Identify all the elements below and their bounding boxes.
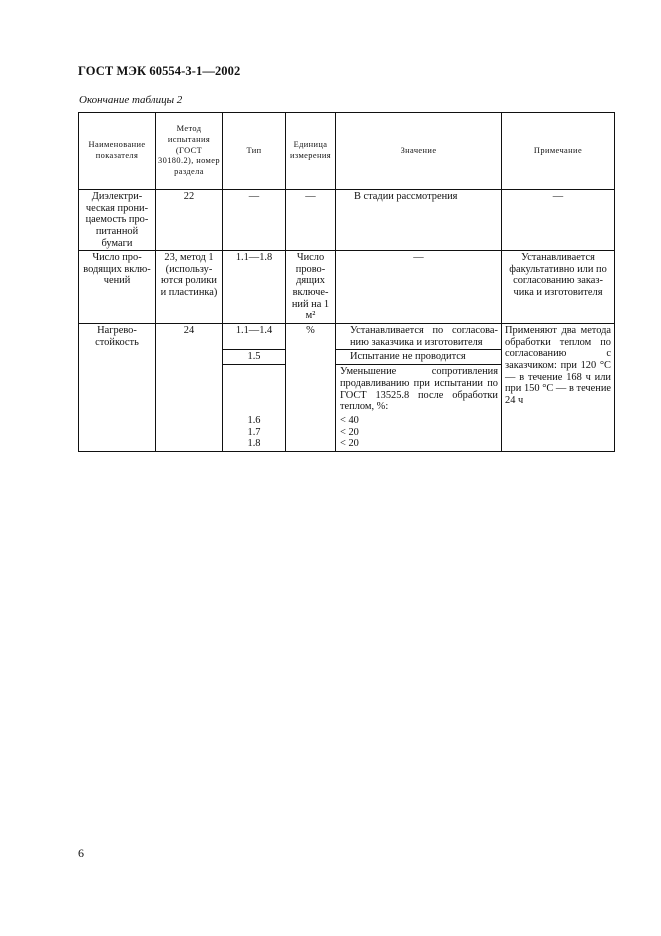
table-row [79, 251, 615, 324]
type-item: 1.7 [247, 426, 261, 438]
cell-value: — [336, 251, 502, 324]
type-list [226, 415, 282, 450]
table-caption: Окончание таблицы 2 [79, 94, 183, 106]
cell-method: 23, метод 1 (используются ролики и пластинка) [156, 251, 223, 324]
cell-type [223, 365, 286, 451]
cell-parameter: Диэлектрическая проницаемость пропитанной бумаги [79, 190, 156, 251]
column-header-type: Тип [223, 113, 286, 190]
cell-type: 1.1—1.4 [223, 324, 286, 350]
cell-parameter: Число проводящих включений [79, 251, 156, 324]
cell-value: Испытание не проводится [336, 350, 502, 365]
page-number: 6 [78, 846, 84, 860]
cell-method: 24 [156, 324, 223, 452]
value-item: < 20 [340, 426, 359, 438]
cell-method: 22 [156, 190, 223, 251]
cell-parameter: Нагревостойкость [79, 324, 156, 452]
table-row [79, 190, 615, 251]
cell-note: — [502, 190, 615, 251]
specification-table [78, 112, 615, 452]
cell-value: Устанавливается по согласованию заказчика и изготовителя [336, 324, 502, 350]
type-item: 1.8 [247, 438, 261, 450]
table-row [79, 324, 615, 350]
column-header-unit: Единица измерения [286, 113, 336, 190]
column-header-note: Примечание [502, 113, 615, 190]
cell-type: 1.1—1.8 [223, 251, 286, 324]
cell-type: 1.5 [223, 350, 286, 365]
column-header-parameter: Наименование показателя [79, 113, 156, 190]
cell-unit: Число проводящих включений на 1 м² [286, 251, 336, 324]
column-header-test-method: Метод испытания (ГОСТ 30180.2), номер раздела [156, 113, 223, 190]
value-item: < 40 [340, 415, 359, 427]
cell-unit: % [286, 324, 336, 452]
type-item: 1.6 [247, 415, 261, 427]
cell-note: Устанавливается факультативно или по согласованию заказчика и изготовителя [502, 251, 615, 324]
value-list [340, 413, 498, 450]
cell-value [336, 365, 502, 451]
value-label: Уменьшение сопротивления продавливанию при испытании по ГОСТ 13525.8 после обработки теплом, %: [340, 366, 498, 413]
cell-unit: — [286, 190, 336, 251]
value-item: < 20 [340, 438, 359, 450]
document-header: ГОСТ МЭК 60554-3-1—2002 [78, 64, 241, 78]
cell-note: Применяют два метода обработки теплом по согласованию с заказчиком: при 120 °С — в течение 168 ч или при 150 °С — в течение 24 ч [502, 324, 615, 452]
cell-type: — [223, 190, 286, 251]
cell-value: В стадии рассмотрения [336, 190, 502, 251]
column-header-value: Значение [336, 113, 502, 190]
table-header-row [79, 113, 615, 190]
